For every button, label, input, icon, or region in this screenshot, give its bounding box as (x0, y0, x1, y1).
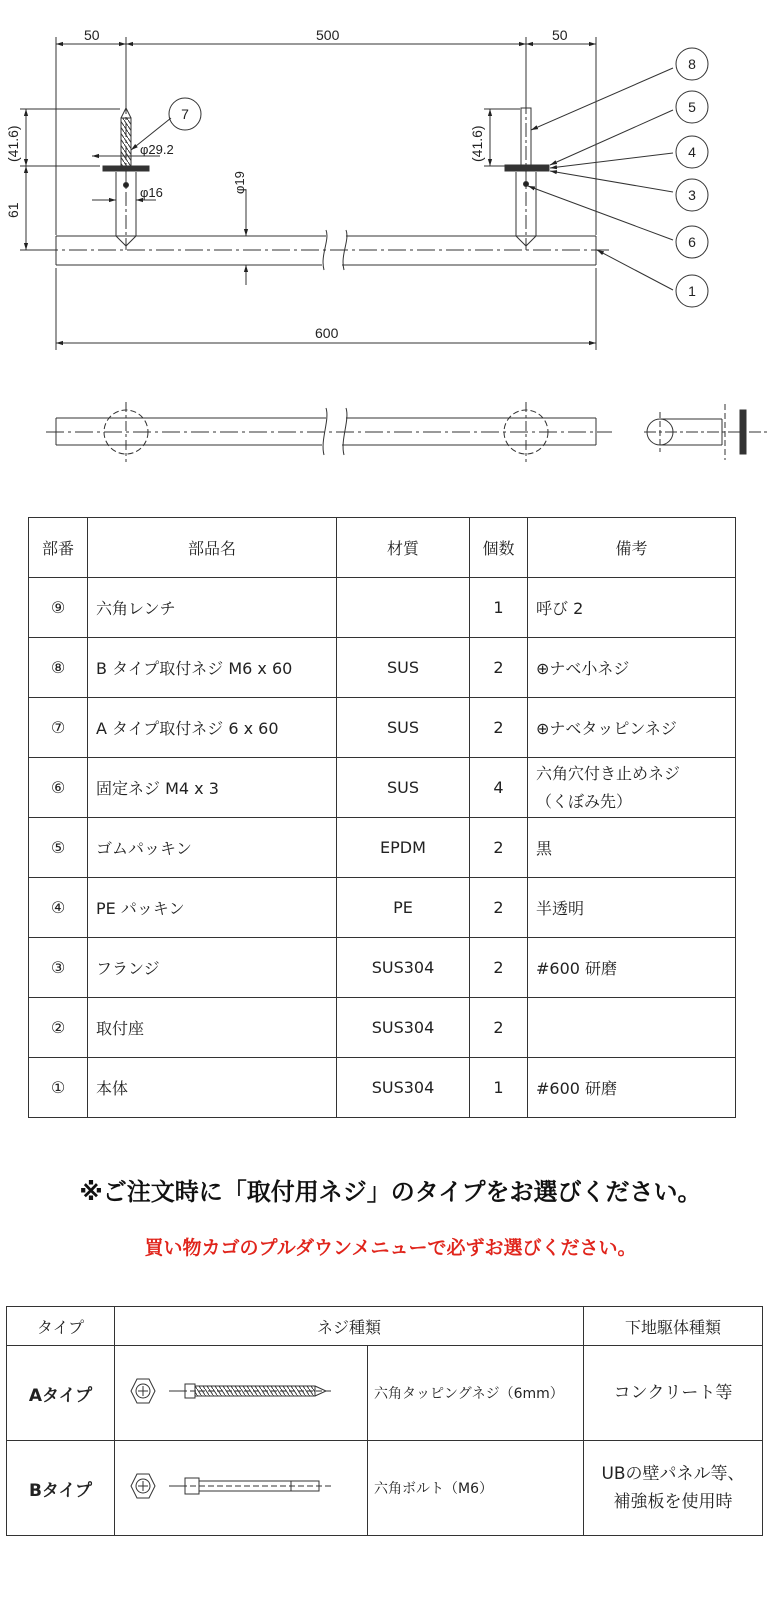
part-name: フランジ (88, 938, 337, 998)
part-name: 六角レンチ (88, 578, 337, 638)
hex-bolt-icon (121, 1466, 341, 1506)
part-note: #600 研磨 (528, 938, 736, 998)
part-name: 取付座 (88, 998, 337, 1058)
part-no: ③ (29, 938, 88, 998)
type-table-header (7, 1307, 763, 1346)
part-material: SUS (337, 638, 470, 698)
dim-flange-dia: φ29.2 (140, 142, 174, 157)
part-no: ① (29, 1058, 88, 1118)
callout-5: 5 (688, 99, 696, 115)
base-kind-line1: コンクリート等 (613, 1383, 733, 1403)
screw-kind: 六角タッピングネジ（6mm） (368, 1346, 584, 1441)
table-row (29, 878, 736, 938)
dim-post-dia: φ16 (140, 185, 163, 200)
callout-3: 3 (688, 187, 696, 203)
part-name: ゴムパッキン (88, 818, 337, 878)
header-material: 材質 (337, 518, 470, 578)
callout-4: 4 (688, 144, 696, 160)
table-row (7, 1441, 763, 1536)
header-type: タイプ (7, 1307, 115, 1346)
table-row (7, 1346, 763, 1441)
callout-6: 6 (688, 234, 696, 250)
header-part-name: 部品名 (88, 518, 337, 578)
part-qty: 2 (470, 998, 528, 1058)
part-material: SUS304 (337, 1058, 470, 1118)
part-material (337, 578, 470, 638)
part-no: ⑨ (29, 578, 88, 638)
dim-height-top-left: (41.6) (5, 125, 21, 162)
part-note: ⊕ナベタッピンネジ (528, 698, 736, 758)
table-row (29, 818, 736, 878)
header-qty: 個数 (470, 518, 528, 578)
order-notice-red: 買い物カゴのプルダウンメニューで必ずお選びください。 (144, 1237, 637, 1259)
screw-illustration (115, 1441, 368, 1536)
part-note: 呼び 2 (528, 578, 736, 638)
dim-total: 600 (315, 325, 339, 341)
part-note: 黒 (528, 818, 736, 878)
header-part-no: 部番 (29, 518, 88, 578)
part-qty: 1 (470, 578, 528, 638)
type-name: Bタイプ (7, 1441, 115, 1536)
part-note (528, 758, 736, 818)
dim-bar-dia: φ19 (232, 171, 247, 194)
header-screw-kind: ネジ種類 (115, 1307, 584, 1346)
parts-table-header (29, 518, 736, 578)
part-name: A タイプ取付ネジ 6 x 60 (88, 698, 337, 758)
screw-type-table (6, 1306, 763, 1536)
part-qty: 1 (470, 1058, 528, 1118)
part-material: EPDM (337, 818, 470, 878)
part-no: ④ (29, 878, 88, 938)
table-row (29, 578, 736, 638)
table-row (29, 638, 736, 698)
part-qty: 2 (470, 698, 528, 758)
header-note: 備考 (528, 518, 736, 578)
base-kind-line2: 補強板を使用時 (613, 1492, 733, 1512)
callout-7: 7 (181, 106, 189, 122)
part-material: SUS (337, 758, 470, 818)
table-row (29, 1058, 736, 1118)
part-note-line1: 六角穴付き止めネジ (536, 763, 681, 783)
base-kind (584, 1346, 763, 1441)
parts-table (28, 517, 736, 1118)
table-row (29, 698, 736, 758)
callout-1: 1 (688, 283, 696, 299)
screw-illustration (115, 1346, 368, 1441)
part-no: ⑥ (29, 758, 88, 818)
part-name: B タイプ取付ネジ M6 x 60 (88, 638, 337, 698)
base-kind (584, 1441, 763, 1536)
dim-center: 500 (316, 27, 340, 43)
dim-right-offset: 50 (552, 27, 568, 43)
part-note-line2: （くぼみ先） (536, 791, 633, 811)
part-name: 固定ネジ M4 x 3 (88, 758, 337, 818)
order-notice: ※ご注文時に「取付用ネジ」のタイプをお選びください。 (79, 1178, 702, 1206)
part-qty: 4 (470, 758, 528, 818)
technical-drawing (0, 0, 781, 500)
part-note (528, 998, 736, 1058)
part-note: #600 研磨 (528, 1058, 736, 1118)
part-no: ⑦ (29, 698, 88, 758)
part-no: ⑧ (29, 638, 88, 698)
dim-left-offset: 50 (84, 27, 100, 43)
part-note: 半透明 (528, 878, 736, 938)
table-row (29, 938, 736, 998)
tapping-screw-icon (121, 1371, 341, 1411)
part-name: PE パッキン (88, 878, 337, 938)
part-qty: 2 (470, 938, 528, 998)
dim-height-bottom-left: 61 (5, 202, 21, 218)
part-qty: 2 (470, 818, 528, 878)
part-note: ⊕ナベ小ネジ (528, 638, 736, 698)
part-material: PE (337, 878, 470, 938)
table-row (29, 998, 736, 1058)
screw-kind: 六角ボルト（M6） (368, 1441, 584, 1536)
callout-8: 8 (688, 56, 696, 72)
part-qty: 2 (470, 638, 528, 698)
part-name: 本体 (88, 1058, 337, 1118)
header-base-kind: 下地駆体種類 (584, 1307, 763, 1346)
table-row (29, 758, 736, 818)
part-qty: 2 (470, 878, 528, 938)
part-no: ⑤ (29, 818, 88, 878)
dim-height-top-right: (41.6) (469, 125, 485, 162)
part-material: SUS304 (337, 998, 470, 1058)
base-kind-line1: UBの壁パネル等、 (601, 1464, 745, 1484)
type-name: Aタイプ (7, 1346, 115, 1441)
part-no: ② (29, 998, 88, 1058)
part-material: SUS (337, 698, 470, 758)
part-material: SUS304 (337, 938, 470, 998)
